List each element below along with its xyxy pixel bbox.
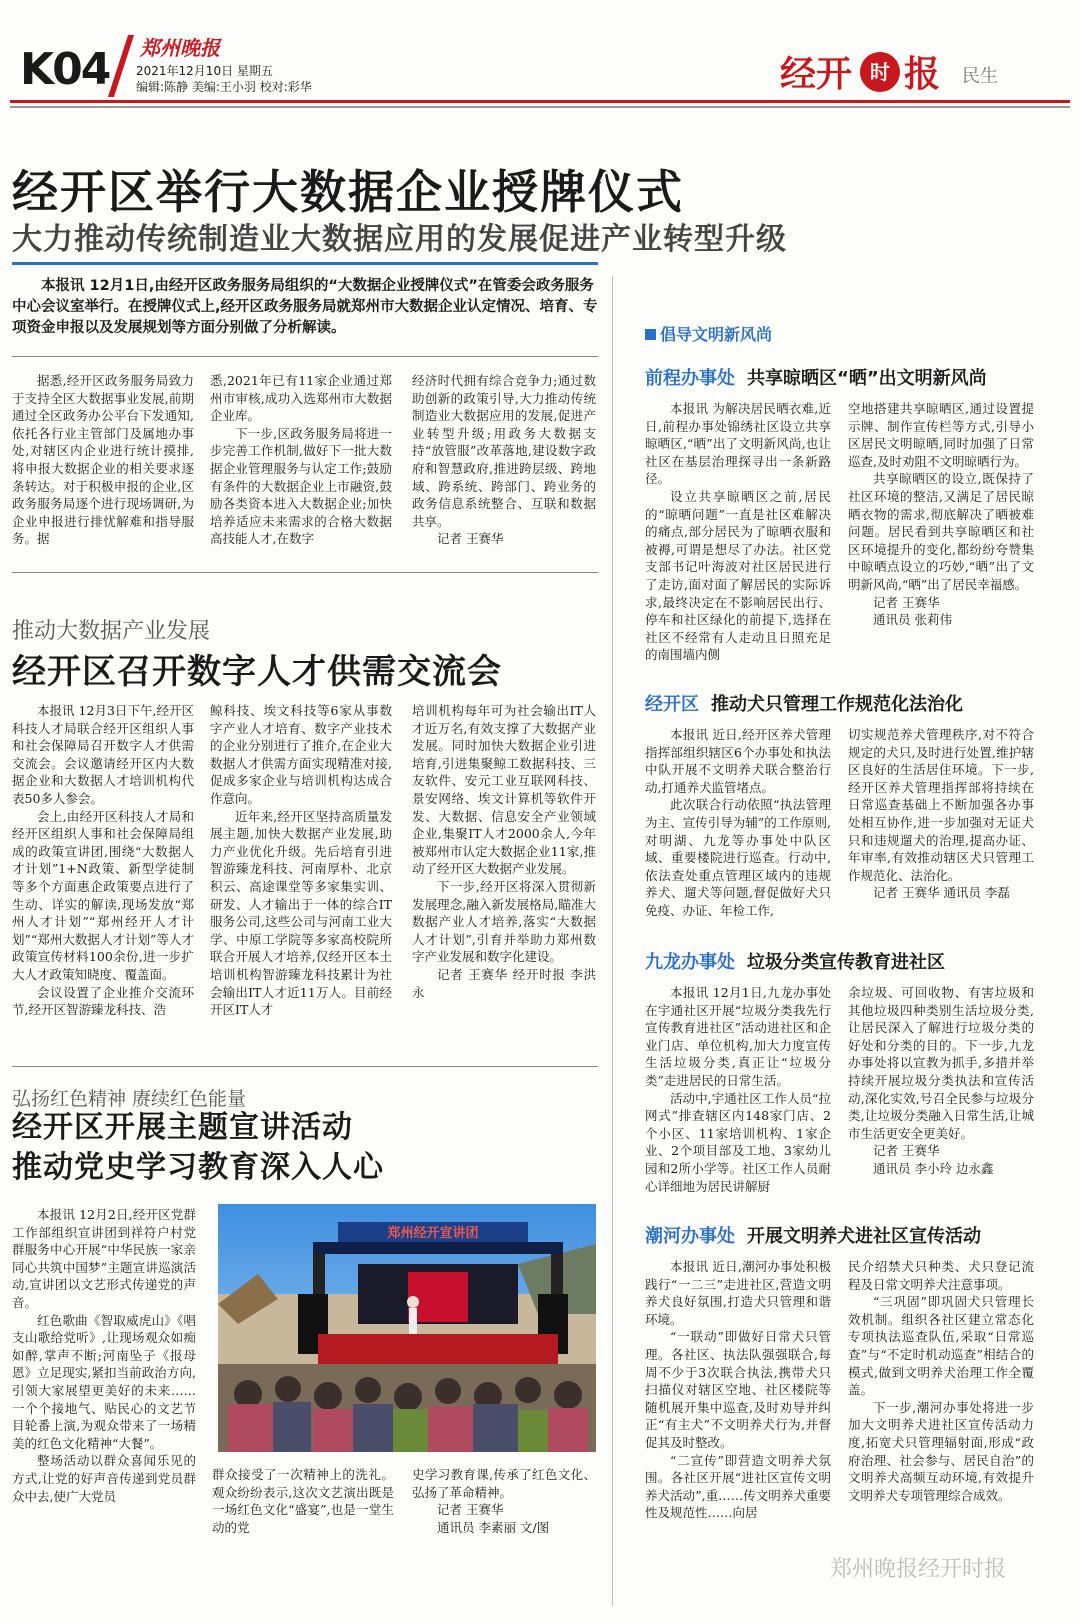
byline: 通讯员 李小玲 边永鑫 [873,1160,994,1176]
s4-title: 开展文明养犬进社区宣传活动 [747,1226,981,1247]
article3-title-line1: 经开区开展主题宣讲活动 [12,1110,353,1145]
paragraph: “一联动”即做好日常犬只管理。各社区、执法队强强联合,每周不少于3次联合执法,携带犬只扫描仪对辖区空地、社区楼院等随机展开集中巡查,及时劝导并纠正“有主犬”不文明养犬行为,并督促其及时整改。 [645,1329,831,1450]
article2-col2 [210,702,392,1019]
paragraph: 下一步,区政务服务局将进一步完善工作机制,做好下一批大数据企业管理服务与认定工作;鼓励有条件的大数据企业上市融资,鼓励各类资本进入大数据企业;加快培养适应未来需求的合格大数据高技能人才,在数字 [210,425,392,547]
column-head-label: 倡导文明新风尚 [660,325,773,344]
right-s2-headline [645,690,963,716]
paragraph: 本报讯 12月3日下午,经开区科技人才局联合经开区组织人事和社会保障局召开数字人才供需交流会。会议邀请经开区内大数据企业和大数据人才培训机构代表50多人参会。 [12,703,194,806]
right-s1-headline [645,364,987,390]
paragraph: 史学习教育课,传承了红色文化、弘扬了革命精神。 [412,1467,596,1500]
byline: 记者 王赛华 经开时报 李洪永 [412,966,596,1000]
paragraph: 本报讯 12月2日,经开区党群工作部组织宣讲团到祥符户村党群服务中心开展“中华民族一家亲 同心共筑中国梦”主题宣讲巡演活动,宣讲团以文艺形式传递党的声音。 [12,1207,196,1310]
article1-subtitle: 大力推动传统制造业大数据应用的发展促进产业转型升级 [12,222,787,257]
article1-divider [12,262,598,265]
article1-intro: 本报讯 12月1日,由经开区政务服务局组织的“大数据企业授牌仪式”在管委会政务服务中心会议室举行。在授牌仪式上,经开区政务服务局就郑州市大数据企业认定情况、培育、专项资金申报以及发展规划等方面分别做了分析解读。 [12,278,598,336]
right-s4-headline [645,1222,981,1248]
paragraph: 整场活动以群众喜闻乐见的方式,让党的好声音传递到党员群众中去,使广大党员 [12,1453,196,1504]
brand-part-a: 经开 [780,54,853,95]
right-s3-colB [848,984,1034,1178]
article1-col1 [12,372,194,548]
paragraph: 切实规范养犬管理秩序,对不符合规定的犬只,及时进行处置,维护辖区良好的生活居住环境。下一步,经开区养犬管理指挥部将持续在日常巡查基础上不断加强各办事处相互协作,进一步加强对无证犬只和违规遛犬的治理,提高办证、年审率,有效推动辖区犬只管理工作规范化、法治化。 [848,727,1034,883]
section-brand [780,40,1040,96]
s2-title: 推动犬只管理工作规范化法治化 [711,694,963,715]
stage-banner-text: 郑州经开宣讲团 [387,1226,479,1241]
right-s4-colA [645,1258,831,1522]
paragraph: 空地搭建共享晾晒区,通过设置提示牌、制作宣传栏等方式,引导小区居民文明晾晒,同时加强了日常巡查,及时劝阻不文明晾晒行为。 [848,401,1034,469]
article2-title: 经开区召开数字人才供需交流会 [12,652,502,692]
paragraph: 设立共享晾晒区之前,居民的“晾晒问题”一直是社区难解决的痛点,部分居民为了晾晒衣服和被褥,可谓是想尽了办法。社区党支部书记叶海波对社区居民进行了走访,面对面了解居民的实际诉求,最终决定在不影响居民出行、停车和社区绿化的前提下,选择在社区不经常有人走动且日照充足的南围墙内侧 [645,488,831,663]
paragraph: 本报讯 为解决居民晒衣难,近日,前程办事处锦绣社区设立共享晾晒区,“晒”出了文明新风尚,也让社区在基层治理探寻出一条新路径。 [645,401,831,487]
article3-col3 [412,1466,596,1536]
article1-separator [12,356,598,357]
byline: 记者 王赛华 [437,1502,504,1518]
byline: 记者 王赛华 通讯员 李磊 [873,885,1010,901]
s3-tag: 九龙办事处 [645,952,735,973]
article2-col1 [12,702,194,1019]
paragraph: 近年来,经开区坚持高质量发展主题,加快大数据产业发展,助力产业优化升级。先后培育引进智游臻龙科技、河南厚朴、北京积云、高途课堂等多家集实训、研发、人才输出于一体的综合IT服务公司,这些公司与河南工业大学、中原工学院等多家高校院所联合开展人才培养,仅经开区本土培训机构智游臻龙科技累计为社会输出IT人才近11万人。目前经开区IT人才 [210,808,392,1018]
brand-circle: 时 [860,52,900,92]
brand-part-b: 报 [904,54,941,95]
paragraph: 悉,2021年已有11家企业通过郑州市审核,成功入选郑州市大数据企业库。 [210,373,392,424]
article3-col2 [212,1466,394,1536]
s1-tag: 前程办事处 [645,368,735,389]
right-s2-colA [645,726,831,920]
right-s1-colB [848,400,1034,629]
article2-col3 [412,702,596,1001]
s3-title: 垃圾分类宣传教育进社区 [747,952,945,973]
page-number: K04 [20,44,110,95]
paragraph: 此次联合行动依照“执法管理为主、宣传引导为辅”的工作原则,对明湖、九龙等办事处中队区域、重要楼院进行巡查。行动中,依法查处重点管理区域内的违规养犬、遛犬等问题,督促做好犬只免疫、办证、年检工作, [645,797,831,918]
paragraph: 活动中,宇通社区工作人员“拉网式”排查辖区内148家门店、2个小区、11家培训机构、1家企业、2个项目部及工地、3家幼儿园和2所小学等。社区工作人员耐心详细地为居民讲解厨 [645,1090,831,1194]
byline: 记者 王赛华 [437,531,504,547]
paragraph: “二宣传”即营造文明养犬氛围。各社区开展“进社区宣传文明养犬活动”,重……传文明养犬重要性及规范性……向居 [645,1452,831,1521]
article2-bottom-separator [12,1066,598,1067]
paragraph: 下一步,潮河办事处将进一步加大文明养犬进社区宣传活动力度,拓宽犬只管理辐射面,形成“政府治理、社会参与、居民自治”的文明养犬高频互动环境,有效提升文明养犬专项管理综合成效。 [848,1399,1034,1503]
section-name: 民生 [962,66,998,87]
paragraph: 下一步,经开区将深入贯彻新发展理念,融入新发展格局,瞄准大数据产业人才培养,落实“大数据人才计划”,引育并举助力郑州数字产业发展和数字化建设。 [412,878,596,965]
article3-title-line2: 推动党史学习教育深入人心 [12,1150,384,1185]
byline: 记者 王赛华 [873,1143,940,1159]
article1-bottom-separator [12,572,598,573]
s1-title: 共享晾晒区“晒”出文明新风尚 [747,368,987,389]
issue-date: 2021年12月10日 星期五 [136,64,273,78]
byline: 通讯员 张莉伟 [873,612,952,628]
editor-credits: 编辑:陈静 美编:王小羽 校对:彩华 [136,80,312,94]
right-s3-headline [645,948,945,974]
paragraph: 鲸科技、埃文科技等6家从事数字产业人才培育、数字产业技术的企业分别进行了推介,在企业大数据人才供需方面实现精准对接,促成多家企业与培训机构达成合作意向。 [210,703,392,806]
square-bullet-icon [645,329,656,340]
s4-tag: 潮河办事处 [645,1226,735,1247]
article2-kicker: 推动大数据产业发展 [12,619,211,644]
article1-col3 [412,372,596,548]
paragraph: “三巩固”即巩固犬只管理长效机制。组织各社区建立常态化专项执法巡查队伍,采取“日常巡查”与“不定时机动巡查”相结合的模式,做到文明养犬治理工作全覆盖。 [848,1294,1034,1398]
article1-col2 [210,372,392,548]
paper-name-logo: 郑州晚报 [140,36,220,60]
paragraph: 本报讯 近日,经开区养犬管理指挥部组织辖区6个办事处和执法中队开展不文明养犬联合整治行动,打通养犬监管堵点。 [645,727,831,795]
paragraph: 余垃圾、可回收物、有害垃圾和其他垃圾四种类别生活垃圾分类,让居民深入了解进行垃圾分类的好处和分类的目的。下一步,九龙办事处将以宣教为抓手,多措并举持续开展垃圾分类执法和宣传活动,深化实效,号召全民参与垃圾分类,让垃圾分类融入日常生活,让城市生活更安全更美好。 [848,985,1034,1141]
right-s3-colA [645,984,831,1195]
paragraph: 会上,由经开区科技人才局和经开区组织人事和社会保障局组成的政策宣讲团,围绕“大数据人才计划”1+N政策、新型学徒制等多个方面惠企政策要点进行了生动、详实的解读,现场发放“郑州人才计划”“郑州经开人才计划”“郑州大数据人才计划”等人才政策宣传材料100余份,进一步扩大人才政策知晓度、覆盖面。 [12,808,194,982]
article3-col1 [12,1206,196,1505]
wechat-watermark: 郑州晚报经开时报 [829,1557,1006,1582]
right-column-head [645,322,772,345]
header-rule [10,100,1070,108]
paragraph: 红色歌曲《智取威虎山》《唱支山歌给党听》,让现场观众如痴如醉,掌声不断;河南坠子《报母恩》立足现实,紧扣当前政治方向,引领大家展望更美好的未来……一个个接地气、贴民心的文艺节目轮番上演,为观众带来了一场精美的红色文化精神“大餐”。 [12,1312,196,1451]
paragraph: 据悉,经开区政务服务局致力于支持全区大数据事业发展,前期通过全区政务办公平台下发通知,依托各行业主管部门及属地办事处,对辖区内企业进行统计摸排,将申报大数据企业的相关要求逐条转达。对于积极申报的企业,区政务服务局逐个进行现场调研,为企业申报进行排忧解难和指导服务。据 [12,373,194,547]
paragraph: 共享晾晒区的设立,既保持了社区环境的整洁,又满足了居民晾晒衣物的需求,彻底解决了晒被难问题。居民看到共享晾晒区和社区环境提升的变化,都纷纷夸赞集中晾晒点设立的巧妙,“晒”出了文明新风尚,“晒”出了居民幸福感。 [848,471,1034,592]
performance-photo [218,1204,596,1452]
paragraph: 民介绍禁犬只种类、犬只登记流程及日常文明养犬注意事项。 [848,1259,1034,1292]
header-slash-decoration [108,35,134,97]
right-s4-colB [848,1258,1034,1504]
byline: 通讯员 李素丽 文/图 [437,1519,550,1535]
paragraph: 本报讯 12月1日,九龙办事处在宇通社区开展“垃圾分类我先行 宣传教育进社区”活动进社区和企业门店、单位机构,加大力度宣传生活垃圾分类,真正让“垃圾分类”走进居民的日常生活。 [645,985,831,1088]
article1-title: 经开区举行大数据企业授牌仪式 [12,165,684,219]
stage-photo-illustration [218,1204,596,1452]
byline: 记者 王赛华 [873,594,940,610]
paragraph: 培训机构每年可为社会输出IT人才近万名,有效支撑了大数据产业发展。同时加快大数据企业引进培育,引进集聚鲸工数据科技、三友软件、安元工业互联网科技、景安网络、埃文计算机等软件开发、大数据、信息安全产业领域企业,集聚IT人才2000余人,今年被郑州市认定大数据企业11家,推动了经开区大数据产业发展。 [412,703,596,877]
paragraph: 群众接受了一次精神上的洗礼。观众纷纷表示,这次文艺演出既是一场红色文化“盛宴”,也是一堂生动的党 [212,1467,394,1535]
right-s1-colA [645,400,831,664]
column-divider [612,276,613,1606]
paragraph: 会议设置了企业推介交流环节,经开区智游臻龙科技、浩 [12,984,194,1018]
right-s2-colB [848,726,1034,902]
s2-tag: 经开区 [645,694,699,715]
paragraph: 经济时代拥有综合竞争力;通过数助创新的政策引导,大力推动传统制造业大数据应用的发展,促进产业转型升级;用政务大数据支持“放管服”改革落地,建设数字政府和智慧政府,推进跨层级、跨地域、跨系统、跨部门、跨业务的政务信息系统整合、互联和数据共享。 [412,373,596,529]
article3-kicker: 弘扬红色精神 赓续红色能量 [12,1088,247,1110]
paragraph: 本报讯 近日,潮河办事处积极践行“一二三”走进社区,营造文明养犬良好氛围,打造犬只管理和谐环境。 [645,1259,831,1327]
